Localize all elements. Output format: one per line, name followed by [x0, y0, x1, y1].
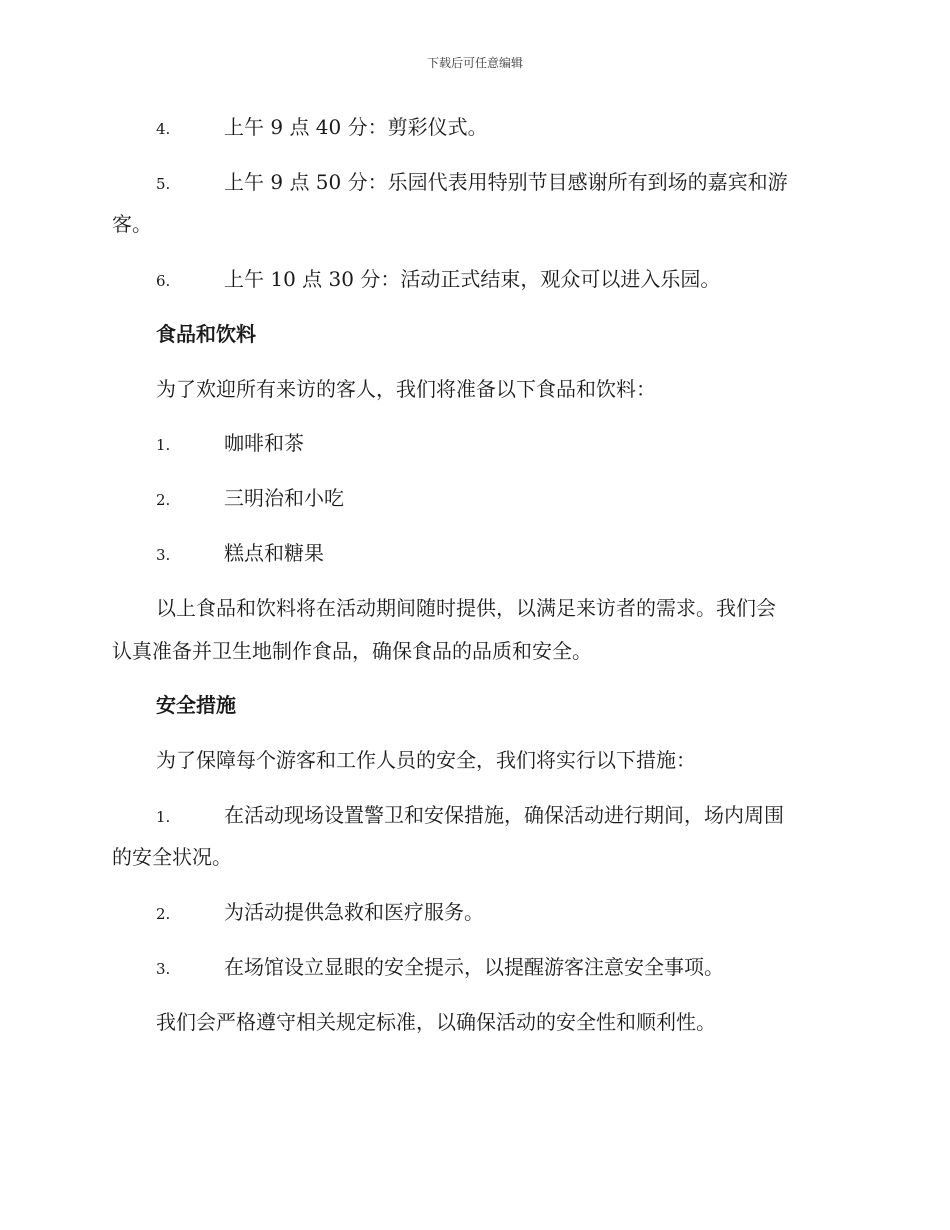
paragraph-text: 为了保障每个游客和工作人员的安全，我们将实行以下措施：	[156, 748, 696, 772]
list-number: 3.	[156, 546, 171, 564]
list-number: 2.	[156, 491, 171, 509]
page-header: 下载后可任意编辑	[426, 56, 523, 70]
list-number: 5.	[156, 175, 171, 193]
paragraph-text: 为了欢迎所有来访的客人，我们将准备以下食品和饮料：	[156, 377, 656, 401]
list-text: 在场馆设立显眼的安全提示，以提醒游客注意安全事项。	[224, 955, 724, 979]
list-text: 糕点和糖果	[224, 541, 324, 565]
list-text-continuation: 客。	[112, 212, 152, 236]
paragraph-text: 我们会严格遵守相关规定标准，以确保活动的安全性和顺利性。	[156, 1010, 716, 1034]
list-text: 上午 10 点 30 分：活动正式结束，观众可以进入乐园。	[224, 267, 721, 291]
list-number: 4.	[156, 120, 171, 138]
section-heading: 食品和饮料	[156, 322, 256, 346]
list-text: 上午 9 点 50 分：乐园代表用特别节目感谢所有到场的嘉宾和游	[224, 170, 788, 194]
paragraph-text-continuation: 认真准备并卫生地制作食品，确保食品的品质和安全。	[112, 639, 592, 663]
list-text: 咖啡和茶	[224, 431, 304, 455]
list-text: 在活动现场设置警卫和安保措施，确保活动进行期间，场内周围	[224, 803, 784, 827]
list-number: 6.	[156, 272, 171, 290]
list-text: 三明治和小吃	[224, 486, 344, 510]
list-number: 1.	[156, 808, 171, 826]
list-number: 3.	[156, 960, 171, 978]
list-text-continuation: 的安全状况。	[112, 845, 232, 869]
list-number: 1.	[156, 436, 171, 454]
list-text: 为活动提供急救和医疗服务。	[224, 900, 484, 924]
section-heading: 安全措施	[156, 693, 236, 717]
list-number: 2.	[156, 905, 171, 923]
paragraph-text: 以上食品和饮料将在活动期间随时提供，以满足来访者的需求。我们会	[156, 596, 776, 620]
list-text: 上午 9 点 40 分：剪彩仪式。	[224, 115, 488, 139]
